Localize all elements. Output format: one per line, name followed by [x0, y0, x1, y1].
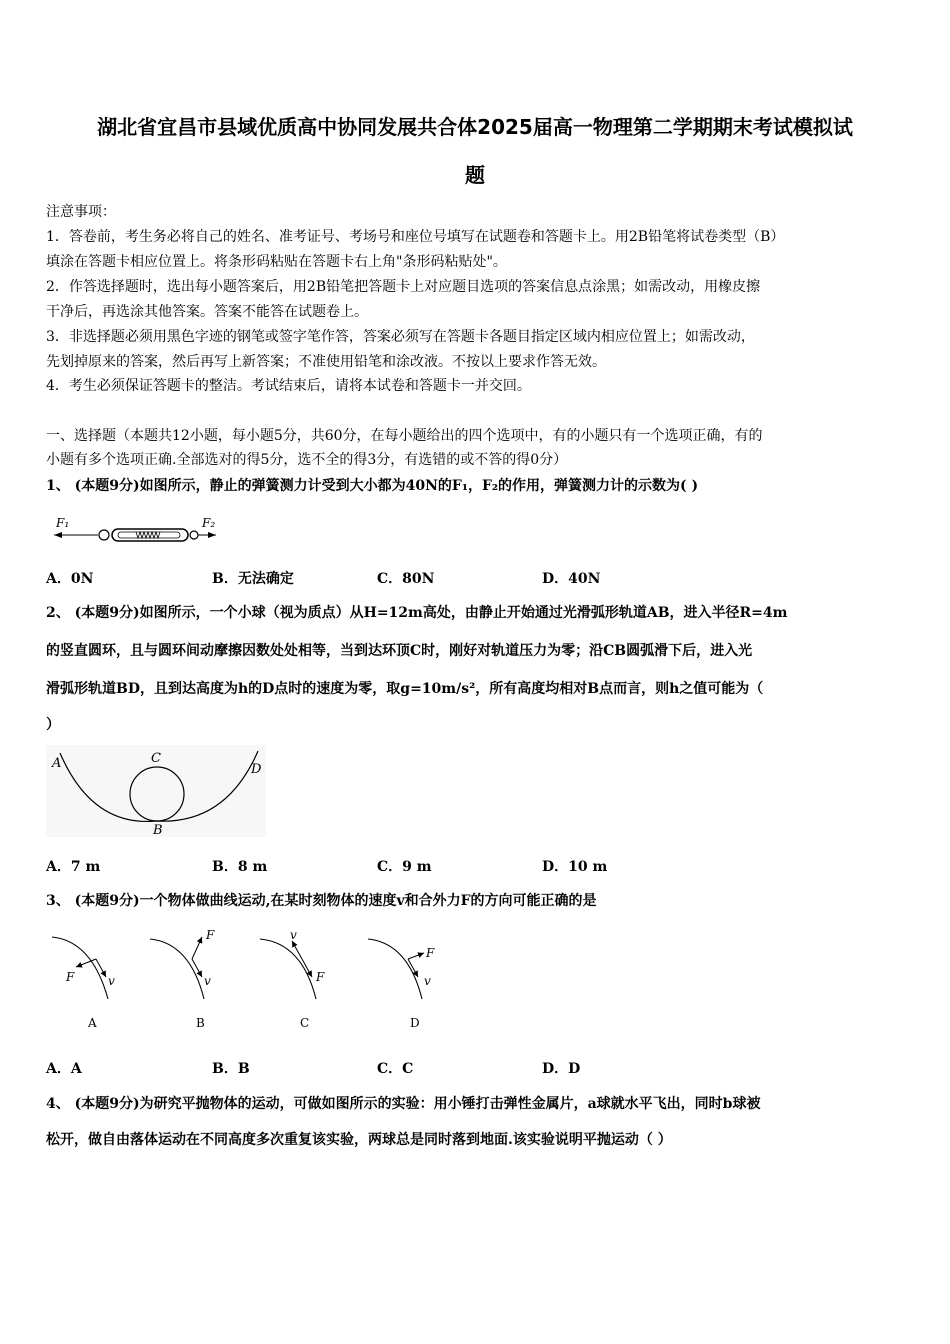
point-label-a: A: [52, 756, 62, 771]
q2-option-b[interactable]: B．8 m: [212, 859, 268, 875]
q2-option-c[interactable]: C．9 m: [377, 859, 432, 875]
force-label-f2: F₂: [202, 516, 216, 530]
notice-line: 填涂在答题卡相应位置上。将条形码粘贴在答题卡右上角"条形码粘贴处"。: [46, 254, 507, 270]
figure-caption-d: D: [410, 1016, 420, 1030]
notice-line: 先划掉原来的答案，然后再写上新答案；不准使用铅笔和涂改液。不按以上要求作答无效。: [46, 354, 606, 370]
q3-option-a[interactable]: A．A: [46, 1061, 82, 1077]
point-label-c: C: [151, 751, 161, 766]
notice-line: 2．作答选择题时，选出每小题答案后，用2B铅笔把答题卡上对应题目选项的答案信息点涂黑；如需改动，用橡皮擦: [46, 279, 761, 295]
circular-track-figure: [46, 745, 266, 837]
q1-option-d[interactable]: D．40N: [542, 571, 601, 587]
question-4-line: 松开，做自由落体运动在不同高度多次重复该实验，两球总是同时落到地面.该实验说明平抛运动（ ）: [46, 1132, 672, 1148]
section-heading-continued: 小题有多个选项正确.全部选对的得5分，选不全的得3分，有选错的或不答的得0分）: [46, 452, 568, 468]
point-label-d: D: [251, 762, 262, 777]
question-2-line: ）: [46, 717, 60, 733]
figure-caption-b: B: [196, 1016, 205, 1030]
option-d-diagram: [368, 939, 435, 1030]
notice-line: 3．非选择题必须用黑色字迹的钢笔或签字笔作答，答案必须写在答题卡各题目指定区域内相应位置上；如需改动，: [46, 329, 755, 345]
force-label-f1: F₁: [56, 516, 70, 530]
q3-option-c[interactable]: C．C: [377, 1061, 414, 1077]
spring-scale-figure: [50, 514, 220, 546]
question-4-line: 4、 (本题9分)为研究平抛物体的运动，可做如图所示的实验：用小锤打击弹性金属片，a球就水平飞出，同时b球被: [46, 1096, 761, 1112]
option-a-diagram: [52, 937, 115, 1030]
notice-line: 干净后，再选涂其他答案。答案不能答在试题卷上。: [46, 304, 368, 320]
question-1-text: 1、 (本题9分)如图所示，静止的弹簧测力计受到大小都为40N的F₁，F₂的作用，弹簧测力计的示数为( ): [46, 478, 699, 494]
section-heading: 一、选择题（本题共12小题，每小题5分，共60分，在每小题给出的四个选项中，有的小题只有一个选项正确，有的: [46, 428, 763, 444]
question-2-line: 的竖直圆环，且与圆环间动摩擦因数处处相等，当到达环顶C时，刚好对轨道压力为零；沿CB圆弧滑下后，进入光: [46, 643, 753, 659]
velocity-label: v: [424, 974, 431, 988]
q1-option-c[interactable]: C．80N: [377, 571, 435, 587]
question-2-line: 滑弧形轨道BD，且到达高度为h的D点时的速度为零，取g=10m/s²，所有高度均相对B点而言，则h之值可能为（: [46, 681, 764, 697]
notice-line: 4．考生必须保证答题卡的整洁。考试结束后，请将本试卷和答题卡一并交回。: [46, 378, 531, 394]
point-label-b: B: [153, 823, 163, 837]
option-c-diagram: [260, 928, 325, 1030]
q2-option-a[interactable]: A．7 m: [46, 859, 101, 875]
force-label: F: [206, 928, 215, 942]
notice-heading: 注意事项：: [46, 204, 116, 220]
q3-option-b[interactable]: B．B: [212, 1061, 250, 1077]
velocity-label: v: [290, 928, 297, 942]
q3-option-d[interactable]: D．D: [542, 1061, 581, 1077]
velocity-label: v: [204, 974, 211, 988]
question-2-line: 2、 (本题9分)如图所示，一个小球（视为质点）从H=12m高处，由静止开始通过光滑弧形轨道AB，进入半径R=4m: [46, 605, 788, 621]
option-b-diagram: [150, 928, 215, 1030]
curve-motion-figures: [46, 925, 446, 1037]
page-title: 湖北省宜昌市县域优质高中协同发展共合体2025届高一物理第二学期期末考试模拟试: [97, 115, 853, 139]
page-title-continued: 题: [465, 163, 485, 187]
figure-caption-c: C: [300, 1016, 310, 1030]
figure-caption-a: A: [88, 1016, 97, 1030]
notice-line: 1．答卷前，考生务必将自己的姓名、准考证号、考场号和座位号填写在试题卷和答题卡上。用2B铅笔将试卷类型（B）: [46, 229, 785, 245]
q1-option-a[interactable]: A．0N: [46, 571, 94, 587]
force-label: F: [316, 970, 325, 984]
force-label: F: [426, 946, 435, 960]
force-label: F: [66, 970, 75, 984]
question-3-text: 3、 (本题9分)一个物体做曲线运动,在某时刻物体的速度v和合外力F的方向可能正确的是: [46, 893, 597, 909]
q1-option-b[interactable]: B．无法确定: [212, 571, 294, 587]
velocity-label: v: [108, 974, 115, 988]
q2-option-d[interactable]: D．10 m: [542, 859, 608, 875]
